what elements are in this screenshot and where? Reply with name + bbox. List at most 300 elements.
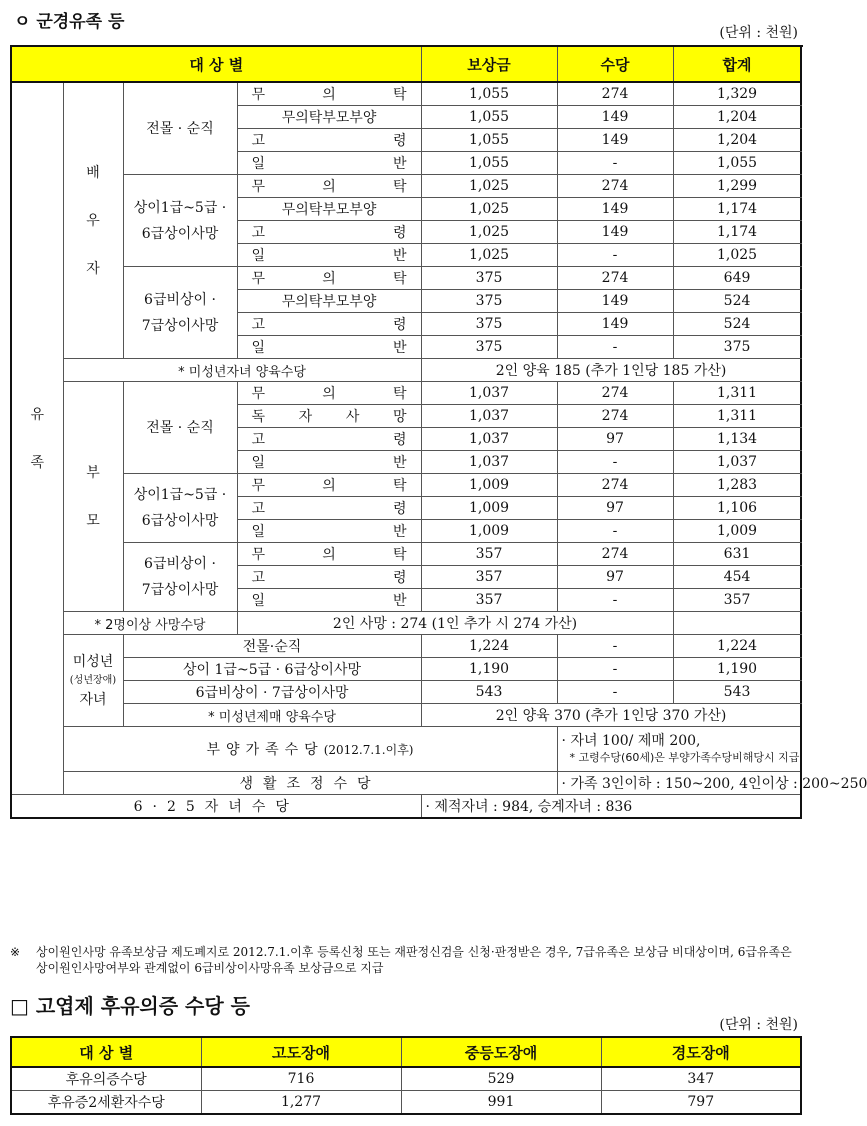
allowance-text: - [612,454,618,470]
total [673,152,801,175]
agent-orange-table-body [11,1037,801,1114]
war-value [421,795,801,819]
living-label-text: 생활조정수당 [239,776,381,792]
footnote-mark: ※ [10,945,21,959]
compensation [421,198,557,221]
item-label: 무의탁부모부양 [281,202,377,218]
category [123,474,237,543]
item [123,681,421,704]
total [673,175,801,198]
allowance [557,152,673,175]
allowance [557,566,673,589]
compensation-text: 1,037 [469,385,510,401]
compensation-text: 1,055 [469,155,510,171]
compensation [421,658,557,681]
row-label-text: 후유의증수당 [65,1072,147,1088]
value-text: 347 [687,1071,715,1087]
value [601,1067,801,1091]
category-line: 6급비상이 · [144,556,216,572]
compensation [421,543,557,566]
compensation [421,152,557,175]
total-text: 1,009 [717,523,758,539]
allowance-text: 149 [601,109,629,125]
total [673,267,801,290]
item-label: 무 의 탁 [251,87,407,103]
allowance-text: 274 [601,385,629,401]
item-label: 일 반 [251,340,407,356]
total [673,589,801,612]
section2-title: □ 고엽제 후유의증 수당 등 [10,994,250,1018]
group-spouse [63,82,123,359]
item-label: 독 자 사 망 [251,409,407,425]
table-row [11,1067,801,1091]
row-label-text: 후유증2세환자수당 [47,1095,165,1111]
compensation [421,451,557,474]
total-text: 1,190 [717,661,758,677]
compensation [421,129,557,152]
compensation-text: 1,025 [469,201,510,217]
compensation-text: 357 [475,569,503,585]
allowance-text: 97 [606,500,624,516]
compensation [421,589,557,612]
minor-line2: (성년장애) [69,674,117,686]
item [237,382,421,405]
compensation-text: 1,037 [469,454,510,470]
table-row [11,1091,801,1115]
parents-extra-value [237,612,673,635]
category [123,543,237,612]
total-text: 1,174 [717,224,758,240]
living-label [63,772,557,795]
total-text: 1,311 [717,385,758,401]
minor-line3: 자녀 [79,691,107,708]
total-text: 375 [723,339,751,355]
compensation [421,382,557,405]
category-line: 전몰 · 순직 [146,419,214,436]
row-label [11,1091,201,1115]
allowance [557,405,673,428]
allowance-text: 149 [601,316,629,332]
allowance [557,681,673,704]
item-label: 무의탁부모부양 [281,110,377,126]
category-line: 6급비상이 · [144,291,216,308]
item [237,244,421,267]
value-text: 529 [487,1071,515,1087]
total [673,129,801,152]
compensation-text: 1,025 [469,247,510,263]
total-text: 1,204 [717,109,758,125]
item [237,290,421,313]
total-text: 357 [723,592,751,608]
table-row [11,543,801,566]
allowance-text: 149 [601,132,629,148]
category [123,267,237,359]
compensation [421,267,557,290]
table-row [11,658,801,681]
spouse-extra-value-text: 2인 양육 185 (추가 1인당 185 가산) [495,363,727,379]
compensation [421,290,557,313]
compensation-text: 357 [475,592,503,608]
dependent-label [63,727,557,772]
category-line: 7급상이사망 [141,317,219,334]
compensation-text: 1,009 [469,477,510,493]
item-label: 무 의 탁 [251,179,407,195]
compensation-text: 1,009 [469,500,510,516]
item-label: 무 의 탁 [251,386,407,402]
parents-extra-label [63,612,237,635]
compensation-text: 1,037 [469,431,510,447]
total [673,520,801,543]
total-text: 631 [723,546,751,562]
item-label: 무 의 탁 [251,271,407,287]
allowance-text: 149 [601,201,629,217]
total-text: 1,025 [717,247,758,263]
table-row [11,267,801,290]
allowance [557,497,673,520]
total-text: 524 [723,316,751,332]
minor-extra-label-text: * 미성년제매 양육수당 [208,709,336,725]
category [123,82,237,175]
group-yujok-text: 유 족 [30,406,45,471]
compensation [421,566,557,589]
item [237,221,421,244]
table-row [11,635,801,658]
allowance [557,82,673,106]
item-label: 일 반 [251,455,407,471]
group-yujok [11,82,63,795]
minor-extra-label [123,704,421,727]
group-spouse-text: 배 우 자 [86,164,100,277]
parents-extra-value-text: 2인 사망 : 274 (1인 추가 시 274 가산) [332,616,578,632]
value [201,1067,401,1091]
value-text: 1,277 [280,1094,322,1110]
total [673,244,801,267]
item [237,313,421,336]
item-label: 고 령 [251,133,407,149]
allowance-text: 97 [606,431,624,447]
compensation [421,428,557,451]
group-parents [63,382,123,612]
item [237,543,421,566]
category-line: 6급상이사망 [141,225,219,242]
agent-orange-table [10,1036,802,1115]
compensation [421,520,557,543]
minor-extra-value [421,704,801,727]
allowance-text: 274 [601,546,629,562]
war-label [11,795,421,819]
value [401,1067,601,1091]
item-label: 고 령 [251,317,407,333]
spouse-extra-value [421,359,801,382]
total [673,82,801,106]
allowance-text: 274 [601,86,629,102]
spouse-extra-label [63,359,421,382]
allowance-text: 274 [601,477,629,493]
compensation-text: 375 [475,339,503,355]
total-text: 1,224 [717,638,758,654]
total [673,497,801,520]
compensation-text: 1,037 [469,408,510,424]
allowance [557,221,673,244]
allowance [557,129,673,152]
compensation-text: 1,055 [469,86,510,102]
total [673,313,801,336]
header-allowance-text: 수당 [600,55,630,74]
compensation [421,405,557,428]
item-label: 고 령 [251,225,407,241]
item [237,82,421,106]
item-label: 무의탁부모부양 [281,294,377,310]
total [673,543,801,566]
item-label: 전몰·순직 [242,639,302,655]
total-text: 1,329 [717,86,758,102]
item [237,152,421,175]
spouse-extra-label-text: * 미성년자녀 양육수당 [178,364,306,380]
allowance-text: 274 [601,270,629,286]
item [237,405,421,428]
dependent-label-text: 부양가족수당 [206,742,324,758]
total-text: 543 [723,684,751,700]
total-text: 1,299 [717,178,758,194]
item-label: 일 반 [251,524,407,540]
value-text: 716 [287,1071,315,1087]
item [237,106,421,129]
item [237,198,421,221]
allowance [557,658,673,681]
allowance-text: 97 [606,569,624,585]
total [673,658,801,681]
compensation [421,106,557,129]
header-total [673,46,801,82]
category [123,382,237,474]
dependent-v1: · 자녀 100/ 제매 200, [561,733,701,749]
total-text: 1,055 [717,155,758,171]
allowance [557,451,673,474]
compensation [421,244,557,267]
total-text: 1,283 [717,477,758,493]
allowance-text: - [612,155,618,171]
war-value-text: · 제적자녀 : 984, 승계자녀 : 836 [425,799,633,815]
allowance [557,474,673,497]
item [237,474,421,497]
total-text: 1,174 [717,201,758,217]
total [673,635,801,658]
total [673,405,801,428]
compensation [421,221,557,244]
total-text: 1,134 [717,431,758,447]
item-label: 고 령 [251,432,407,448]
header-target [11,46,421,82]
item [237,336,421,359]
living-value-text: · 가족 3인이하 : 150~200, 4인이상 : 200~250 [561,776,867,792]
allowance [557,589,673,612]
item [237,129,421,152]
compensation-text: 1,224 [469,638,510,654]
value [601,1091,801,1115]
total-text: 1,106 [717,500,758,516]
item-label: 무 의 탁 [251,478,407,494]
allowance [557,175,673,198]
category-line: 상이1급~5급 · [133,487,227,503]
compensation [421,474,557,497]
veteran-family-table [10,45,867,819]
minor-extra-value-text: 2인 양육 370 (추가 1인당 370 가산) [495,708,727,724]
t2-header-text: 고도장애 [272,1043,330,1062]
table-row [11,175,801,198]
total [673,198,801,221]
total-text: 1,204 [717,132,758,148]
total [673,681,801,704]
t2-header [601,1037,801,1067]
value [201,1091,401,1115]
compensation [421,681,557,704]
footnote [10,944,800,976]
allowance-text: - [612,247,618,263]
total [673,474,801,497]
item [237,428,421,451]
parents-extra-label-text: * 2명이상 사망수당 [94,617,206,633]
allowance-text: - [612,523,618,539]
category [123,175,237,267]
total-text: 524 [723,293,751,309]
living-value [557,772,867,795]
total [673,382,801,405]
section1-unit: (단위 : 천원) [719,25,798,41]
item-label: 6급비상이 · 7급상이사망 [195,685,349,701]
compensation [421,497,557,520]
allowance [557,635,673,658]
item [237,589,421,612]
total [673,106,801,129]
allowance-text: 149 [601,293,629,309]
total-text: 454 [723,569,751,585]
minor-line1: 미성년 [72,653,114,670]
footnote-text: 상이원인사망 유족보상금 제도폐지로 2012.7.1.이후 등록신청 또는 재판정신검을 신청·판정받은 경우, 7급유족은 보상금 비대상이며, 6급유족은 상이원인사망여부와 관계없이 6급비상이사망유족 보상금으로 지급 [36,945,792,975]
group-parents-text: 부 모 [86,464,100,529]
compensation-text: 375 [475,293,503,309]
compensation-text: 543 [475,684,503,700]
total [673,290,801,313]
table-row [11,681,801,704]
allowance [557,543,673,566]
compensation-text: 1,025 [469,224,510,240]
item-label: 무 의 탁 [251,547,407,563]
item [237,497,421,520]
dependent-value [557,727,801,772]
total [673,566,801,589]
compensation-text: 1,009 [469,523,510,539]
t2-header-text: 대 상 별 [79,1043,134,1062]
compensation-text: 1,190 [469,661,510,677]
group-minor [63,635,123,727]
item [123,635,421,658]
allowance-text: - [612,638,618,654]
header-target-text: 대 상 별 [189,55,244,74]
allowance [557,244,673,267]
value [401,1091,601,1115]
table-row [11,382,801,405]
item-label: 일 반 [251,156,407,172]
allowance-text: 274 [601,408,629,424]
category-line: 7급상이사망 [141,582,219,598]
section2-unit: (단위 : 천원) [719,1017,798,1033]
war-label-text: 6·25자녀수당 [133,799,299,815]
category-line: 상이1급~5급 · [133,199,227,216]
item [123,658,421,681]
allowance [557,313,673,336]
dependent-v2: * 고령수당(60세)은 부양가족수당비해당시 지급 [569,751,800,764]
compensation-text: 1,025 [469,178,510,194]
t2-header [201,1037,401,1067]
item-label: 일 반 [251,248,407,264]
allowance-text: 149 [601,224,629,240]
item-label: 일 반 [251,593,407,609]
allowance [557,336,673,359]
allowance-text: - [612,592,618,608]
compensation [421,175,557,198]
allowance [557,290,673,313]
item-label: 고 령 [251,570,407,586]
value-text: 991 [487,1094,515,1110]
total-text: 649 [723,270,751,286]
header-total-text: 합계 [722,55,752,74]
compensation-text: 375 [475,316,503,332]
value-text: 797 [687,1094,715,1110]
compensation [421,635,557,658]
veteran-family-table-body [11,46,867,818]
row-label [11,1067,201,1091]
compensation [421,336,557,359]
header-allowance [557,46,673,82]
table-row [11,82,801,106]
compensation [421,82,557,106]
header-compensation-text: 보상금 [467,55,511,74]
item [237,520,421,543]
category-line: 전몰 · 순직 [146,120,214,137]
compensation-text: 1,055 [469,109,510,125]
header-compensation [421,46,557,82]
section1-title: ㅇ 군경유족 등 [14,12,125,32]
compensation-text: 375 [475,270,503,286]
table-row [11,474,801,497]
total [673,221,801,244]
total [673,336,801,359]
compensation-text: 357 [475,546,503,562]
t2-header-text: 경도장애 [671,1043,730,1062]
dependent-date: (2012.7.1.이후) [323,743,414,757]
item [237,175,421,198]
t2-header-text: 중등도장애 [464,1043,538,1062]
allowance-text: - [612,339,618,355]
compensation [421,313,557,336]
allowance [557,520,673,543]
allowance [557,198,673,221]
t2-header [401,1037,601,1067]
allowance [557,382,673,405]
allowance [557,267,673,290]
compensation-text: 1,055 [469,132,510,148]
total [673,451,801,474]
t2-header [11,1037,201,1067]
item [237,566,421,589]
allowance [557,106,673,129]
allowance [557,428,673,451]
allowance-text: 274 [601,178,629,194]
total-text: 1,037 [717,454,758,470]
total [673,428,801,451]
total-text: 1,311 [717,408,758,424]
item [237,451,421,474]
